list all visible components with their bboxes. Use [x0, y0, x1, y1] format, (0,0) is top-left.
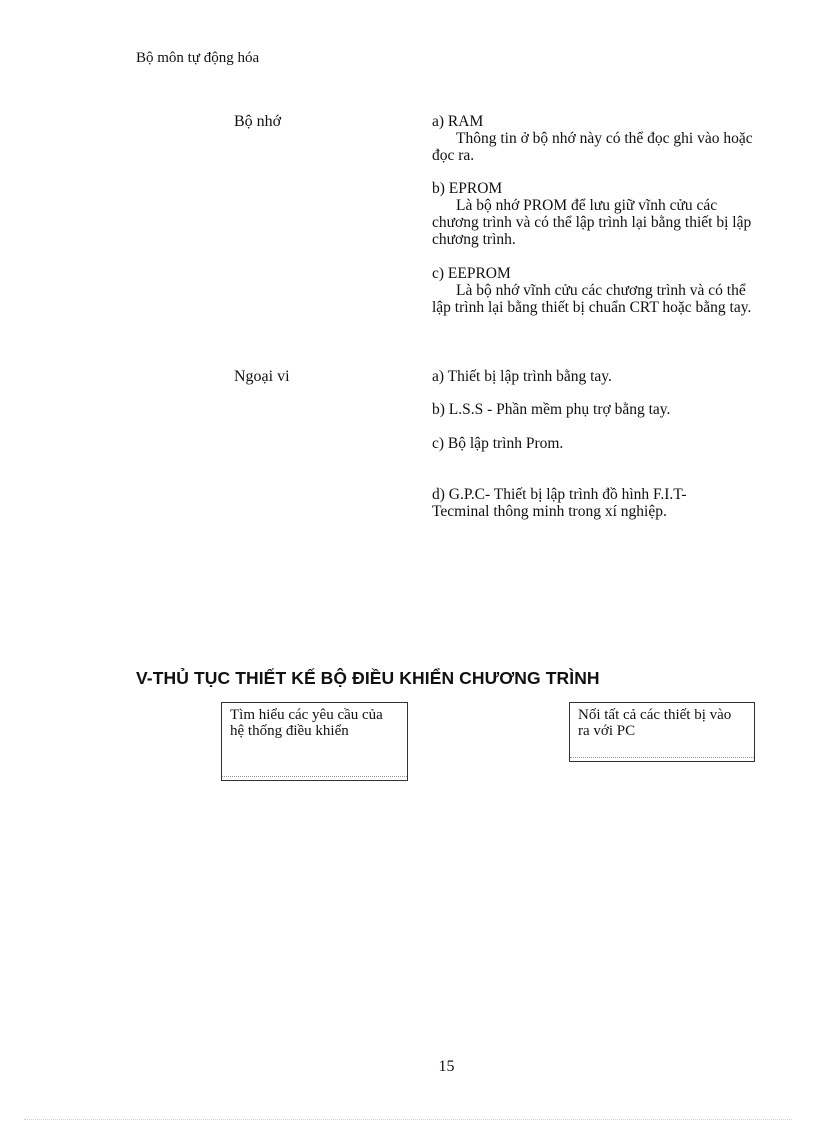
item-desc: Thông tin ở bộ nhớ này có thể đọc ghi vào hoặc đọc ra.	[432, 130, 753, 164]
item-head: a) RAM	[432, 113, 484, 130]
box-text: Tìm hiểu các yêu cầu của hệ thống điều khiển	[230, 707, 383, 739]
step-box-requirements	[221, 702, 408, 781]
section-title: V-THỦ TỤC THIẾT KẾ BỘ ĐIỀU KHIỂN CHƯƠNG TRÌNH	[136, 668, 600, 688]
peripheral-item-d: d) G.P.C- Thiết bị lập trình đồ hình F.I.T-Tecminal thông minh trong xí nghiệp.	[432, 486, 687, 520]
page-number: 15	[438, 1058, 455, 1075]
memory-item-ram	[432, 113, 762, 164]
memory-item-eeprom	[432, 265, 762, 316]
item-desc: Là bộ nhớ PROM để lưu giữ vĩnh cửu các chương trình và có thể lập trình lại bằng thiết bị lập chương trình.	[432, 197, 752, 248]
memory-item-eprom	[432, 180, 762, 248]
step-box-connect-io	[569, 702, 755, 762]
page-header: Bộ môn tự động hóa	[136, 50, 260, 66]
peripheral-item-a: a) Thiết bị lập trình bằng tay.	[432, 368, 612, 385]
peripheral-item-b: b) L.S.S - Phần mềm phụ trợ bằng tay.	[432, 401, 671, 418]
peripheral-label: Ngoại vi	[234, 368, 290, 385]
box-text: Nối tất cả các thiết bị vào ra với PC	[578, 707, 732, 739]
item-head: c) EEPROM	[432, 265, 511, 282]
item-head: b) EPROM	[432, 180, 503, 197]
footer-divider	[24, 1119, 792, 1120]
item-desc: Là bộ nhớ vĩnh cửu các chương trình và có thể lập trình lại bằng thiết bị chuẩn CRT hoặc bằng tay.	[432, 282, 752, 316]
peripheral-item-c: c) Bộ lập trình Prom.	[432, 435, 564, 452]
memory-label: Bộ nhớ	[234, 113, 282, 130]
